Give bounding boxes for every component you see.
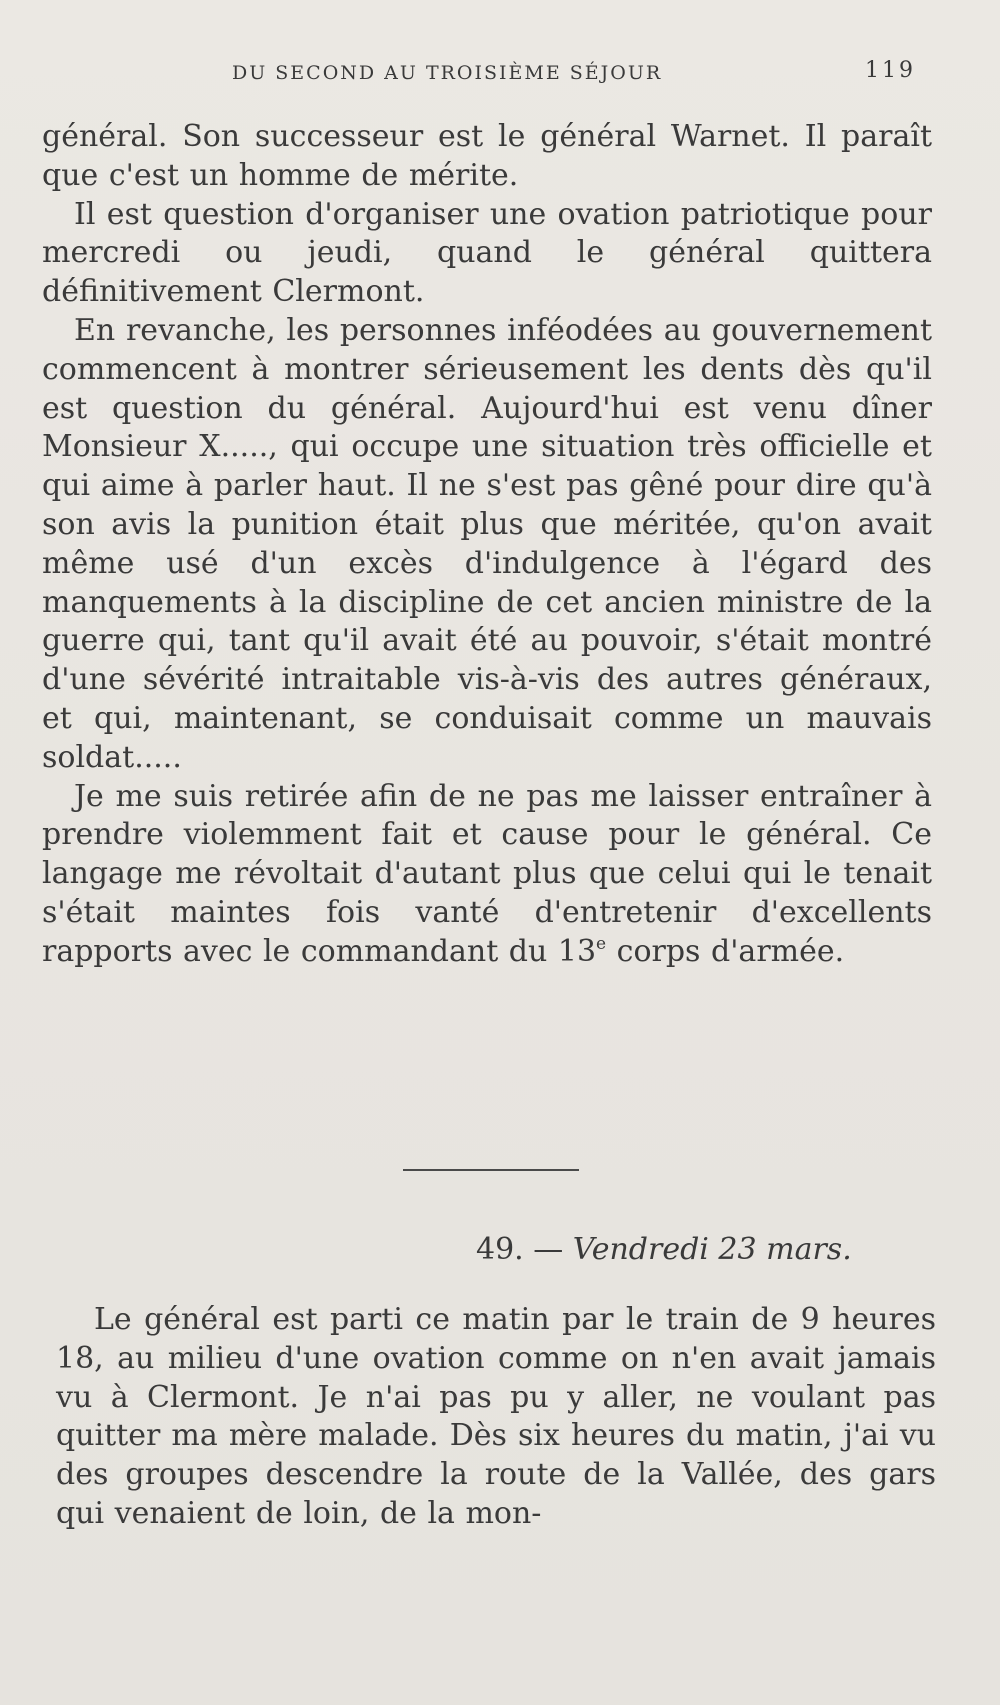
entry-body	[56, 1301, 936, 1534]
paragraph-3: En revanche, les personnes inféodées au gouvernement commencent à montrer sérieusement les dents dès qu'il est question du général. Aujourd'hui est venu dîner Monsieur X....., qui occupe une situation très officielle et qui aime à parler haut. Il ne s'est pas gêné pour dire qu'à son avis la punition était plus que méritée, qu'on avait même usé d'un excès d'indulgence à l'égard des manquements à la discipline de cet ancien ministre de la guerre qui, tant qu'il avait été au pouvoir, s'était montré d'une sévérité intraitable vis-à-vis des autres généraux, et qui, maintenant, se conduisait comme un mauvais soldat.....	[42, 312, 932, 775]
paragraph-1: général. Son successeur est le général Warnet. Il paraît que c'est un homme de mérite.	[42, 119, 932, 193]
entry-number: 49. —	[476, 1232, 564, 1267]
entry-paragraph: Le général est parti ce matin par le train de 9 heures 18, au milieu d'une ovation comme on n'en avait jamais vu à Clermont. Je n'ai pas pu y aller, ne voulant pas quitter ma mère malade. Dès six heures du matin, j'ai vu des groupes descendre la route de la Vallée, des gars qui venaient de loin, de la mon-	[56, 1302, 936, 1531]
superscript: e	[596, 933, 607, 954]
body-text	[42, 118, 932, 972]
running-title: DU SECOND AU TROISIÈME SÉJOUR	[232, 62, 663, 84]
paragraph-4-text: Je me suis retirée afin de ne pas me laisser entraîner à prendre violemment fait et cause pour le général. Ce langage me révoltait d'autant plus que celui qui le tenait s'était maintes fois vanté d'entretenir d'excellents rapports avec le commandant du 13	[42, 778, 932, 969]
page-number: 119	[865, 58, 916, 83]
paragraph-4	[42, 778, 932, 972]
paragraph-2: Il est question d'organiser une ovation patriotique pour mercredi ou jeudi, quand le général quittera définitivement Clermont.	[42, 196, 932, 310]
section-divider	[403, 1169, 579, 1171]
entry-date: Vendredi 23 mars.	[572, 1232, 852, 1267]
paragraph-4-text-end: corps d'armée.	[606, 933, 845, 969]
entry-heading	[476, 1232, 852, 1267]
running-head	[232, 58, 932, 92]
